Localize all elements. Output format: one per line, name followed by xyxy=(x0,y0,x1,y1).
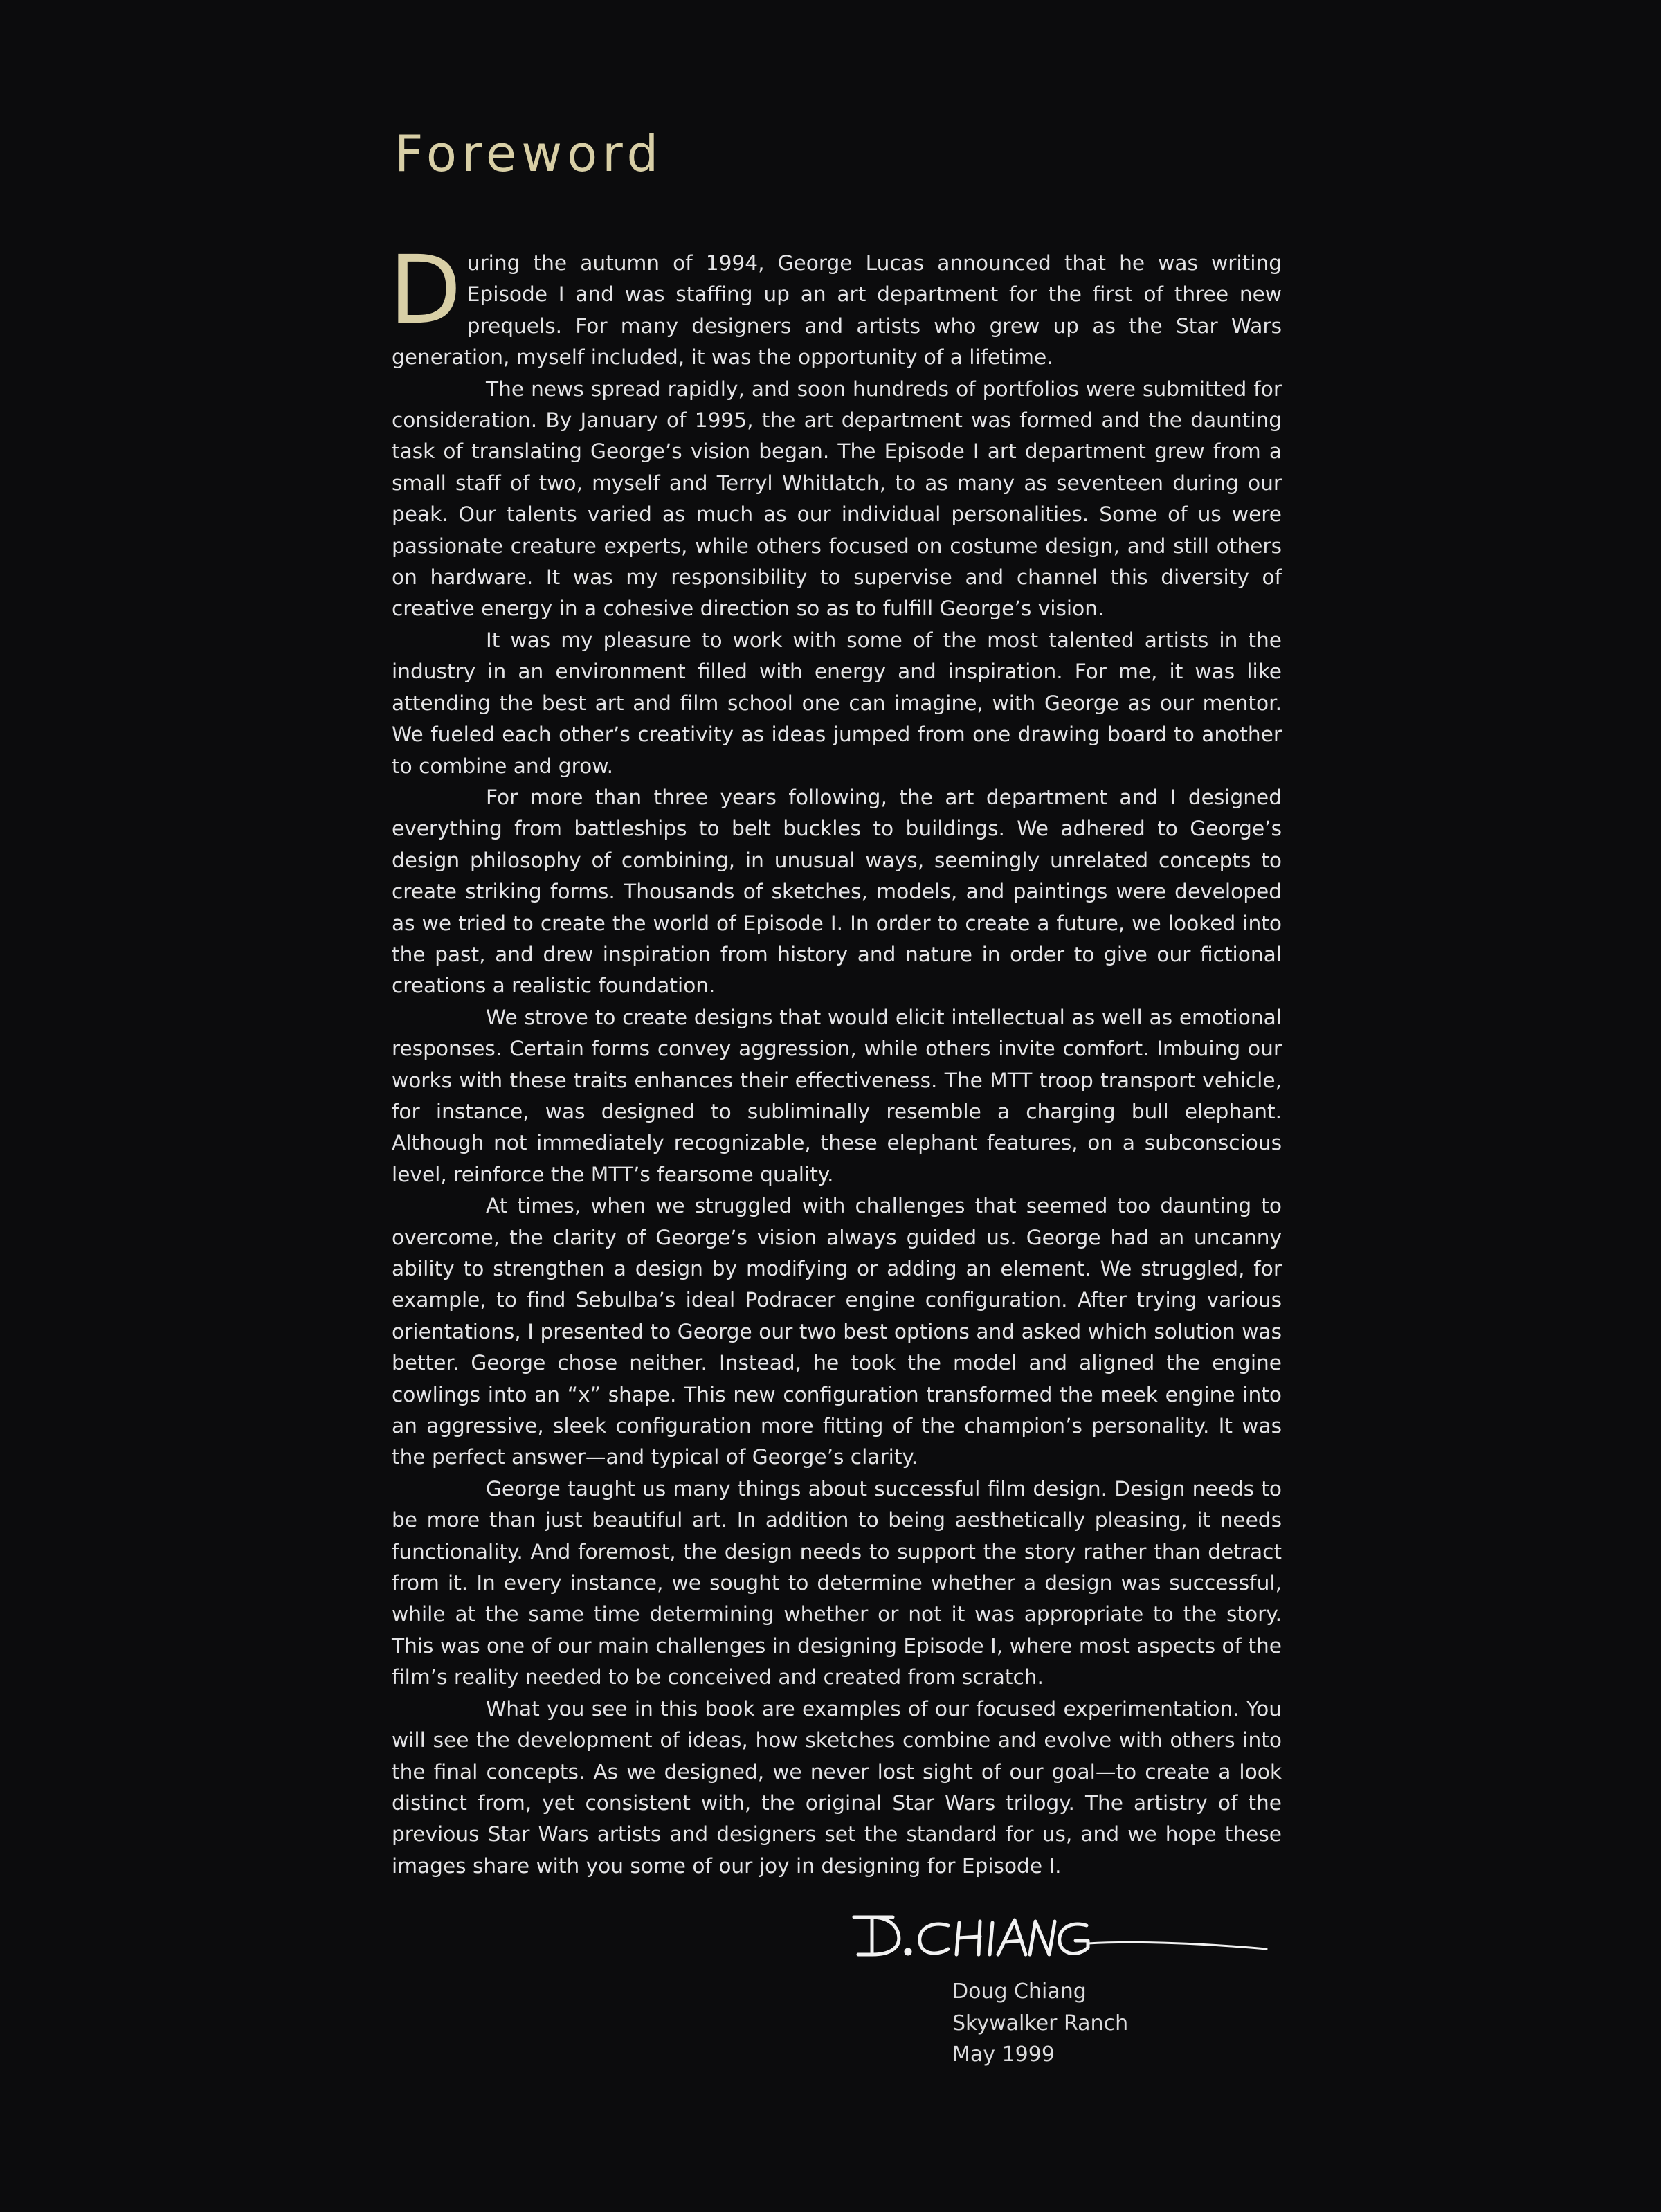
author-location: Skywalker Ranch xyxy=(952,2011,1129,2036)
author-date: May 1999 xyxy=(952,2042,1055,2067)
signature-block xyxy=(952,1976,1128,2071)
paragraph-7: George taught us many things about successful film design. Design needs to be more than just beautiful art. In addition to being aesthetically pleasing, it needs functionality. And foremost, the design needs to support the story rather than detract from it. In every instance, we sought to determine whether a design was successful, while at the same time determining whether or not it was appropriate to the story. This was one of our main challenges in designing Episode I, where most aspects of the film’s reality needed to be conceived and created from scratch. xyxy=(392,1476,1282,1689)
paragraph-3: It was my pleasure to work with some of the most talented artists in the industry in an environment filled with energy and inspiration. For me, it was like attending the best art and film school one can imagine, with George as our mentor. We fueled each other’s creativity as ideas jumped from one drawing board to another to combine and grow. xyxy=(392,628,1282,778)
page-title: Foreword xyxy=(394,125,664,183)
handwritten-signature xyxy=(844,1902,1273,1971)
paragraph-2: The news spread rapidly, and soon hundreds of portfolios were submitted for consideration. By January of 1995, the art department was formed and the daunting task of translating George’s vision began. The Episode I art department grew from a small staff of two, myself and Terryl Whitlatch, to as many as seventeen during our peak. Our talents varied as much as our individual personalities. Some of us were passionate creature experts, while others focused on costume design, and still others on hardware. It was my responsibility to supervise and channel this diversity of creative energy in a cohesive direction so as to fulfill George’s vision. xyxy=(392,377,1282,621)
paragraph-8: What you see in this book are examples of our focused experimentation. You will see the development of ideas, how sketches combine and evolve with others into the final concepts. As we designed, we never lost sight of our goal—to create a look distinct from, yet consistent with, the original Star Wars trilogy. The artistry of the previous Star Wars artists and designers set the standard for us, and we hope these images share with you some of our joy in designing for Episode I. xyxy=(392,1696,1282,1878)
paragraph-5: We strove to create designs that would elicit intellectual as well as emotional responses. Certain forms convey aggression, while others invite comfort. Imbuing our works with these traits enhances their effectiveness. The MTT troop transport vehicle, for instance, was designed to subliminally resemble a charging bull elephant. Although not immediately recognizable, these elephant features, on a subconscious level, reinforce the MTT’s fearsome quality. xyxy=(392,1005,1282,1186)
author-name: Doug Chiang xyxy=(952,1979,1087,2004)
paragraph-4: For more than three years following, the art department and I designed everything from battleships to belt buckles to buildings. We adhered to George’s design philosophy of combining, in unusual ways, seemingly unrelated concepts to create striking forms. Thousands of sketches, models, and paintings were developed as we tried to create the world of Episode I. In order to create a future, we looked into the past, and drew inspiration from history and nature in order to give our fictional creations a realistic foundation. xyxy=(392,785,1282,998)
drop-cap: D xyxy=(389,236,462,345)
paragraph-1 xyxy=(389,236,1282,374)
paragraph-1-text: uring the autumn of 1994, George Lucas announced that he was writing Episode I and was staffing up an art department for the first of three new prequels. For many designers and artists who grew up as the Star Wars generation, myself included, it was the opportunity of a lifetime. xyxy=(392,251,1282,370)
foreword-body xyxy=(389,236,1282,1882)
paragraph-6: At times, when we struggled with challenges that seemed too daunting to overcome, the clarity of George’s vision always guided us. George had an uncanny ability to strengthen a design by modifying or adding an element. We struggled, for example, to find Sebulba’s ideal Podracer engine configuration. After trying various orientations, I presented to George our two best options and asked which solution was better. George chose neither. Instead, he took the model and aligned the engine cowlings into an “x” shape. This new configuration transformed the meek engine into an aggressive, sleek configuration more fitting of the champion’s personality. It was the perfect answer—and typical of George’s clarity. xyxy=(392,1194,1282,1469)
